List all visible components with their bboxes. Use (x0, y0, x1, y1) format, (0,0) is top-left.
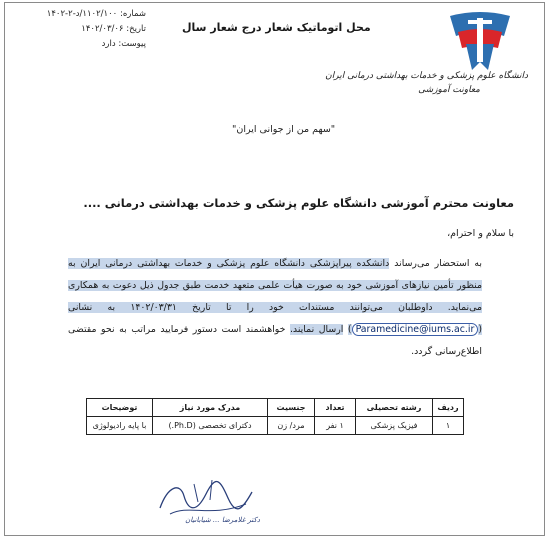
letter-attachment: پیوست: دارد (101, 39, 146, 49)
cell-gender: مرد/ زن (268, 417, 315, 435)
body-request: خواهشمند است دستور فرمایید مراتب به نحو مقتضی اطلاع‌رسانی گردد. (68, 324, 482, 357)
table-row (87, 417, 464, 435)
cell-count: ۱ نفر (315, 417, 356, 435)
university-name: دانشگاه علوم پزشکی و خدمات بهداشتی درمانی ایران (325, 71, 528, 81)
year-slogan-quote: "سهم من از جوانی ایران" (232, 124, 336, 135)
col-header-row-number: ردیف (433, 399, 464, 417)
letter-number: شماره: ۱۱۰۲/۱۰۰/د-۲-۱۴۰۲ (46, 9, 146, 19)
body-intro: به استحضار می‌رساند (394, 258, 483, 269)
cell-row-number: ۱ (433, 417, 464, 435)
positions-table (86, 398, 464, 435)
cell-notes: با پایه رادیولوژی (87, 417, 153, 435)
greeting: با سلام و احترام، (447, 228, 514, 239)
col-header-gender: جنسیت (268, 399, 315, 417)
signature-name: دکتر غلامرضا ... شیابانیان (185, 516, 260, 524)
slogan-placeholder: محل اتوماتیک شعار درج شعار سال (182, 21, 371, 34)
table-header-row (87, 399, 464, 417)
letter-body: به استحضار می‌رساند دانشکده پیراپزشکی دانشگاه علوم پزشکی و خدمات بهداشتی درمانی ایران به منظور تأمین نیازهای آموزشی خود به صورت هیأت علمی متعهد خدمت طبق جدول ذیل دعوت به همکاری می‌نماید. داوطلبان می‌توانند مستندات خود را تا تاریخ ۱۴۰۲/۰۳/۳۱ به نشانی (Paramedicine@iums.ac.ir) ارسال نمایند. خواهشمند است دستور فرمایید مراتب به نحو مقتضی اطلاع‌رسانی گردد. (68, 258, 483, 357)
cell-field: فیزیک پزشکی (356, 417, 433, 435)
university-logo (444, 6, 516, 74)
letter-date: تاریخ: ۱۴۰۲/۰۳/۰۶ (81, 24, 146, 34)
col-header-count: تعداد (315, 399, 356, 417)
signature-scribble (150, 474, 260, 522)
contact-email-link[interactable]: Paramedicine@iums.ac.ir (352, 323, 479, 336)
col-header-notes: توضیحات (87, 399, 153, 417)
col-header-field: رشته تحصیلی (356, 399, 433, 417)
recipient-heading: معاونت محترم آموزشی دانشگاه علوم پزشکی و خدمات بهداشتی درمانی .... (83, 196, 514, 210)
department-name: معاونت آموزشی (418, 85, 480, 95)
cell-degree: دکترای تخصصی (Ph.D.) (153, 417, 268, 435)
signature (150, 474, 260, 524)
body-send: ارسال نمایند. (289, 324, 344, 335)
body-main: دانشکده پیراپزشکی دانشگاه علوم پزشکی و خدمات بهداشتی درمانی ایران به منظور تأمین نیازهای آموزشی خود به صورت هیأت علمی متعهد خدمت طبق جدول ذیل دعوت به همکاری می‌نماید. داوطلبان می‌توانند مستندات خود را تا تاریخ ۱۴۰۲/۰۳/۳۱ به نشانی (68, 258, 482, 313)
col-header-degree: مدرک مورد نیاز (153, 399, 268, 417)
